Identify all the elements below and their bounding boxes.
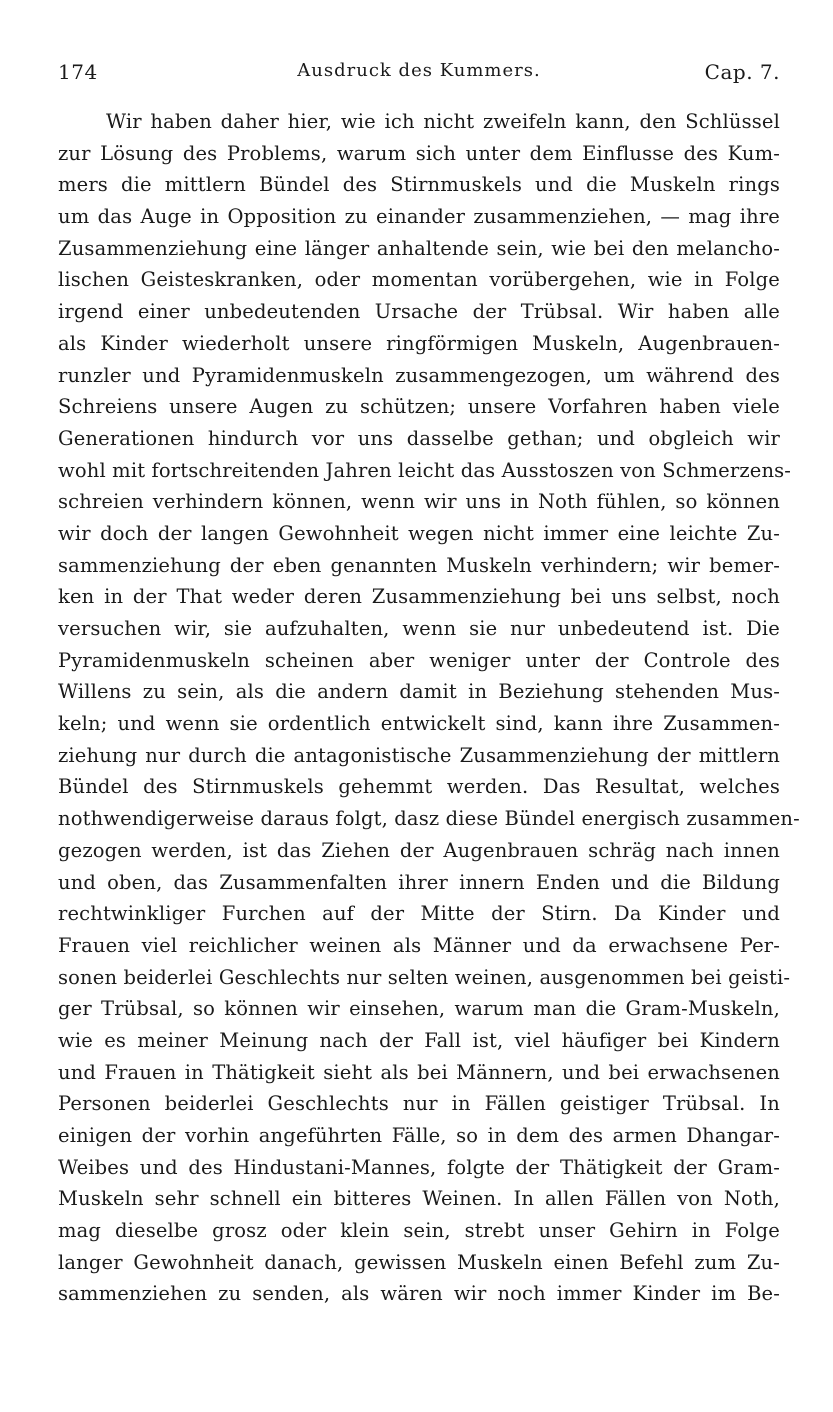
text-line: nothwendigerweise daraus folgt, dasz diese Bündel energisch zusammen-	[58, 807, 800, 831]
text-line: zur Lösung des Problems, warum sich unter dem Einflusse des Kum-	[58, 141, 780, 165]
text-line: wir doch der langen Gewohnheit wegen nicht immer eine leichte Zu-	[58, 521, 780, 545]
body-paragraph	[58, 106, 800, 1310]
running-title: Ausdruck des Kummers.	[297, 60, 541, 81]
text-line: Frauen viel reichlicher weinen als Männer und da erwachsene Per-	[58, 933, 780, 957]
text-line: Muskeln sehr schnell ein bitteres Weinen. In allen Fällen von Noth,	[58, 1187, 780, 1211]
text-line: ger Trübsal, so können wir einsehen, warum man die Gram-Muskeln,	[58, 997, 780, 1021]
text-line: mers die mittlern Bündel des Stirnmuskels und die Muskeln rings	[58, 173, 780, 197]
text-line: Wir haben daher hier, wie ich nicht zweifeln kann, den Schlüssel	[106, 110, 780, 133]
running-header	[58, 60, 780, 90]
text-line: Bündel des Stirnmuskels gehemmt werden. Das Resultat, welches	[58, 775, 780, 799]
text-line: Willens zu sein, als die andern damit in Beziehung stehenden Mus-	[58, 680, 780, 704]
text-line: Generationen hindurch vor uns dasselbe gethan; und obgleich wir	[58, 426, 780, 450]
text-line: runzler und Pyramidenmuskeln zusammengezogen, um während des	[58, 363, 780, 387]
text-line: Personen beiderlei Geschlechts nur in Fällen geistiger Trübsal. In	[58, 1092, 780, 1116]
text-line: lischen Geisteskranken, oder momentan vorübergehen, wie in Folge	[58, 268, 780, 292]
text-line: und oben, das Zusammenfalten ihrer innern Enden und die Bildung	[58, 870, 780, 894]
text-line: rechtwinkliger Furchen auf der Mitte der Stirn. Da Kinder und	[58, 902, 780, 926]
text-line: und Frauen in Thätigkeit sieht als bei Männern, und bei erwachsenen	[58, 1060, 780, 1084]
text-line: ziehung nur durch die antagonistische Zusammenziehung der mittlern	[58, 743, 780, 767]
text-line: schreien verhindern können, wenn wir uns in Noth fühlen, so können	[58, 490, 780, 514]
text-line: irgend einer unbedeutenden Ursache der Trübsal. Wir haben alle	[58, 300, 780, 324]
text-line: wohl mit fortschreitenden Jahren leicht das Ausstoszen von Schmerzens-	[58, 458, 792, 482]
text-line: sammenziehung der eben genannten Muskeln verhindern; wir bemer-	[58, 553, 780, 577]
text-line: Zusammenziehung eine länger anhaltende sein, wie bei den melancho-	[58, 236, 780, 260]
text-line: keln; und wenn sie ordentlich entwickelt sind, kann ihre Zusammen-	[58, 712, 780, 736]
text-line: ken in der That weder deren Zusammenziehung bei uns selbst, noch	[58, 585, 780, 609]
text-line: versuchen wir, sie aufzuhalten, wenn sie nur unbedeutend ist. Die	[58, 617, 780, 640]
text-line: gezogen werden, ist das Ziehen der Augenbrauen schräg nach innen	[58, 838, 780, 862]
text-line: Weibes und des Hindustani-Mannes, folgte der Thätigkeit der Gram-	[58, 1155, 780, 1179]
text-line: mag dieselbe grosz oder klein sein, strebt unser Gehirn in Folge	[58, 1219, 780, 1243]
text-line: einigen der vorhin angeführten Fälle, so in dem des armen Dhangar-	[58, 1124, 780, 1147]
text-line: sonen beiderlei Geschlechts nur selten weinen, ausgenommen bei geisti-	[58, 965, 791, 989]
text-line: um das Auge in Opposition zu einander zusammenziehen, — mag ihre	[58, 205, 780, 229]
text-line: wie es meiner Meinung nach der Fall ist, viel häufiger bei Kindern	[58, 1028, 780, 1052]
text-line: sammenziehen zu senden, als wären wir noch immer Kinder im Be-	[58, 1282, 780, 1306]
page-number: 174	[58, 60, 98, 84]
text-line: Schreiens unsere Augen zu schützen; unsere Vorfahren haben viele	[58, 395, 780, 419]
text-line: Pyramidenmuskeln scheinen aber weniger unter der Controle des	[58, 648, 780, 672]
text-line: als Kinder wiederholt unsere ringförmigen Muskeln, Augenbrauen-	[58, 331, 780, 355]
chapter-label: Cap. 7.	[704, 60, 780, 84]
text-line: langer Gewohnheit danach, gewissen Muskeln einen Befehl zum Zu-	[58, 1250, 780, 1274]
